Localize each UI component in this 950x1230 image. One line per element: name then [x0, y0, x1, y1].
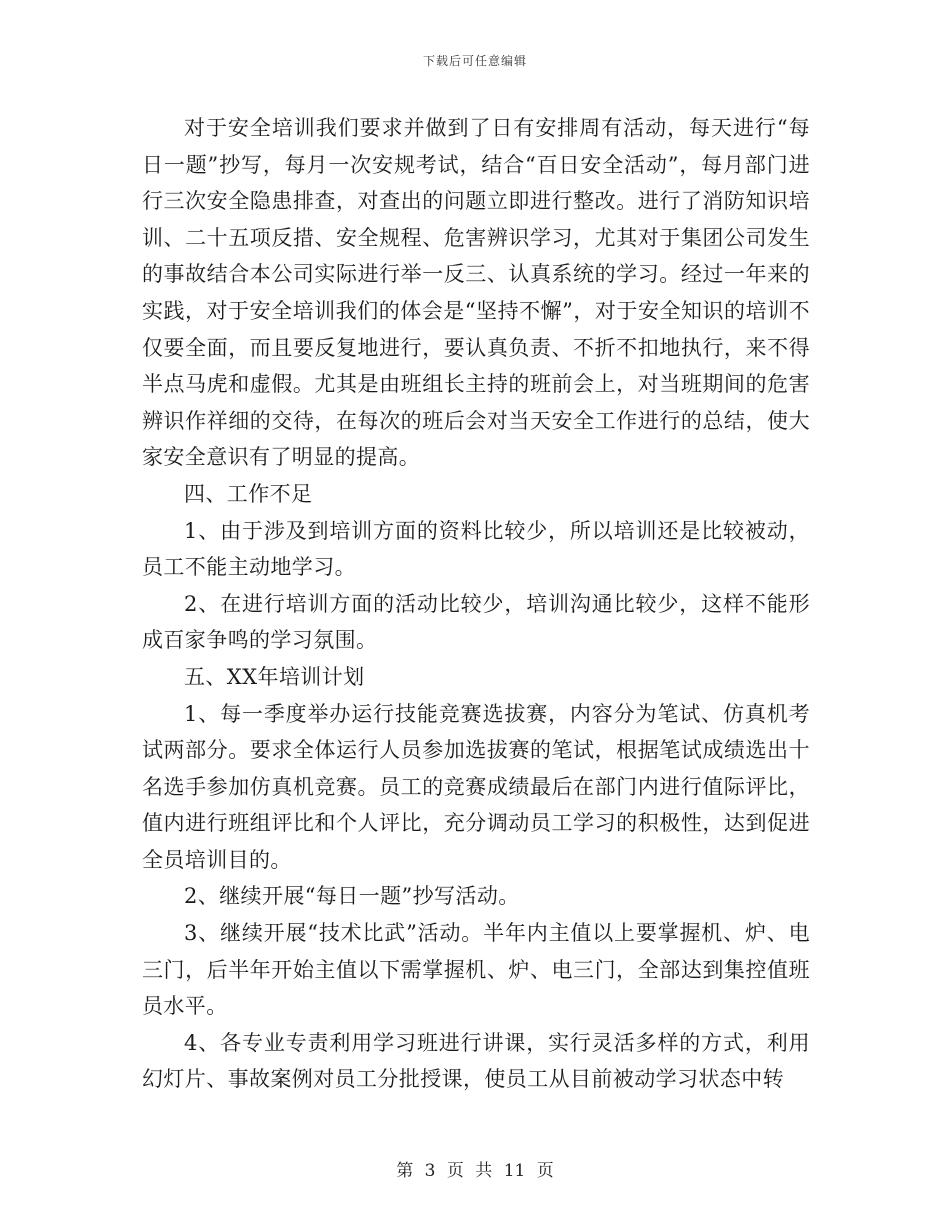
section-heading-training-plan: 五、XX年培训计划: [184, 664, 365, 689]
section-heading-shortcomings: 四、工作不足: [184, 481, 313, 506]
paragraph-plan-3: 3、继续开展“技术比武”活动。半年内主值以上要掌握机、炉、电三门，后半年开始主值以下需掌握机、炉、电三门，全部达到集控值班员水平。: [142, 921, 810, 1019]
paragraph-safety-training: 对于安全培训我们要求并做到了日有安排周有活动，每天进行“每日一题”抄写，每月一次安规考试，结合“百日安全活动”，每月部门进行三次安全隐患排查，对查出的问题立即进行整改。进行了消防知识培训、二十五项反措、安全规程、危害辨识学习，尤其对于集团公司发生的事故结合本公司实际进行举一反三、认真系统的学习。经过一年来的实践，对于安全培训我们的体会是“坚持不懈”，对于安全知识的培训不仅要全面，而且要反复地进行，要认真负责、不折不扣地执行，来不得半点马虎和虚假。尤其是由班组长主持的班前会上，对当班期间的危害辨识作祥细的交待，在每次的班后会对当天安全工作进行的总结，使大家安全意识有了明显的提高。: [142, 116, 810, 470]
paragraph-shortcoming-1: 1、由于涉及到培训方面的资料比较少，所以培训还是比较被动，员工不能主动地学习。: [142, 518, 810, 580]
paragraph-plan-4: 4、各专业专责利用学习班进行讲课，实行灵活多样的方式，利用幻灯片、事故案例对员工分批授课，使员工从目前被动学习状态中转: [142, 1030, 810, 1092]
page-header: 下载后可任意编辑: [422, 54, 527, 68]
document-body: [142, 110, 810, 1098]
paragraph-shortcoming-2: 2、在进行培训方面的活动比较少，培训沟通比较少，这样不能形成百家争鸣的学习氛围。: [142, 591, 810, 653]
paragraph-plan-1: 1、每一季度举办运行技能竞赛选拔赛，内容分为笔试、仿真机考试两部分。要求全体运行人员参加选拔赛的笔试，根据笔试成绩选出十名选手参加仿真机竞赛。员工的竞赛成绩最后在部门内进行值际评比，值内进行班组评比和个人评比，充分调动员工学习的积极性，达到促进全员培训目的。: [142, 701, 810, 872]
page-footer: 第 3 页 共 11 页: [396, 1161, 554, 1181]
paragraph-plan-2: 2、继续开展“每日一题”抄写活动。: [184, 884, 520, 909]
